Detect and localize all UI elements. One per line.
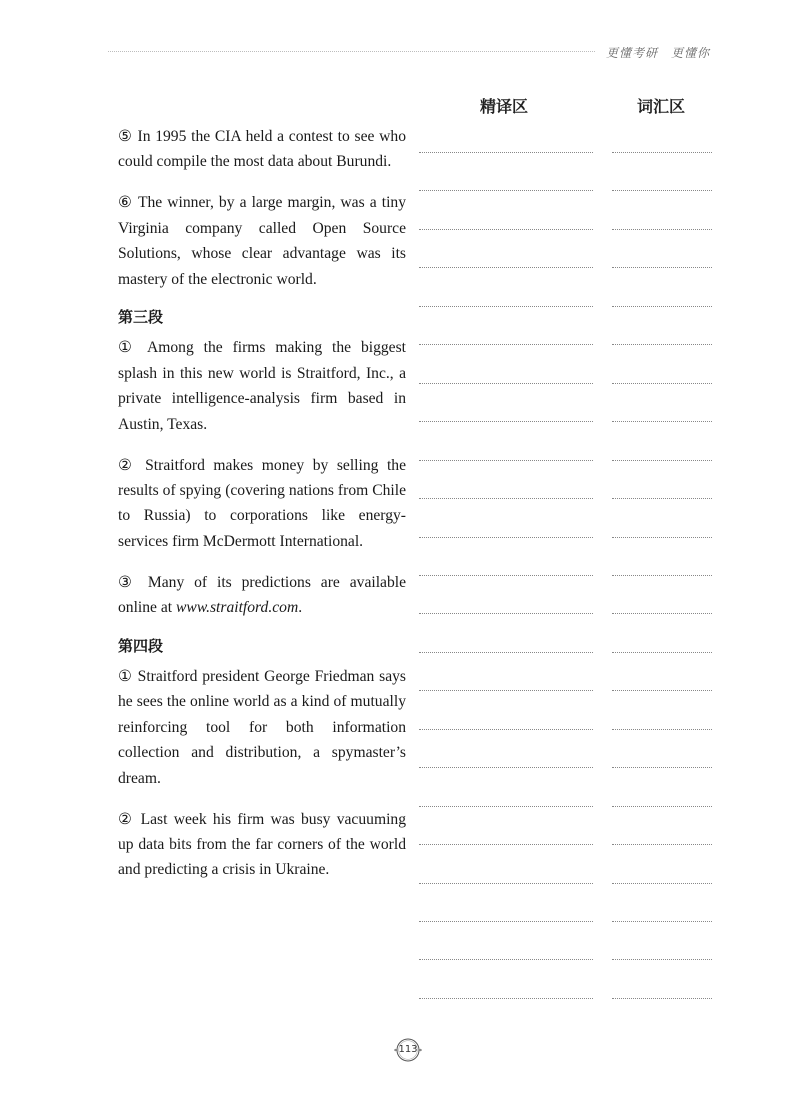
vocabulary-writing-line [612, 306, 712, 307]
translation-writing-line [419, 229, 593, 230]
translation-writing-line [419, 421, 593, 422]
translation-writing-line [419, 844, 593, 845]
vocabulary-writing-line [612, 998, 712, 999]
sentence-s4-p1: ① Straitford president George Friedman says he sees the online world as a kind of mutually reinforcing tool for both information collection and distribution, a spymaster’s dream. [118, 668, 406, 787]
section-title-paragraph-3: 第三段 [118, 308, 164, 327]
sentence-end: . [298, 599, 303, 617]
translation-writing-line [419, 383, 593, 384]
translation-column-heading: 精译区 [480, 97, 529, 116]
translation-writing-line [419, 883, 593, 884]
translation-writing-line [419, 998, 593, 999]
vocabulary-writing-line [612, 229, 712, 230]
vocabulary-writing-line [612, 690, 712, 691]
vocabulary-writing-line [612, 806, 712, 807]
vocabulary-writing-line [612, 767, 712, 768]
translation-writing-line [419, 537, 593, 538]
reading-passage [118, 124, 406, 883]
translation-writing-line [419, 767, 593, 768]
header-slogan: 更懂考研 更懂你 [605, 46, 710, 60]
vocabulary-writing-line [612, 652, 712, 653]
vocabulary-writing-line [612, 421, 712, 422]
translation-writing-line [419, 152, 593, 153]
vocabulary-writing-line [612, 844, 712, 845]
vocabulary-writing-line [612, 537, 712, 538]
vocabulary-writing-line [612, 460, 712, 461]
sentence-s3-p1: ① Among the firms making the biggest splash in this new world is Straitford, Inc., a private intelligence-analysis firm based in Austin, Texas. [118, 339, 406, 433]
translation-writing-line [419, 959, 593, 960]
sentence-s1-p5: ⑤ In 1995 the CIA held a contest to see who could compile the most data about Burundi. [118, 128, 406, 171]
translation-writing-line [419, 613, 593, 614]
translation-writing-line [419, 575, 593, 576]
translation-writing-line [419, 460, 593, 461]
translation-writing-line [419, 306, 593, 307]
vocabulary-column-heading: 词汇区 [637, 97, 686, 116]
vocabulary-writing-line [612, 498, 712, 499]
vocabulary-writing-line [612, 575, 712, 576]
sentence-s4-p2: ② Last week his firm was busy vacuuming up data bits from the far corners of the world and predicting a crisis in Ukraine. [118, 810, 406, 879]
sentence-text: ③ Many of its predictions are available online at [118, 573, 406, 617]
translation-writing-line [419, 690, 593, 691]
translation-writing-line [419, 652, 593, 653]
translation-writing-line [419, 806, 593, 807]
sentence-s3-p3 [118, 570, 406, 621]
translation-writing-line [419, 267, 593, 268]
vocabulary-writing-line [612, 344, 712, 345]
sentence-s1-p6: ⑥ The winner, by a large margin, was a tiny Virginia company called Open Source Solutions, whose clear advantage was its mastery of the electronic world. [118, 194, 406, 288]
vocabulary-writing-line [612, 883, 712, 884]
translation-writing-line [419, 498, 593, 499]
section-title-paragraph-4: 第四段 [118, 637, 164, 655]
vocabulary-writing-line [612, 383, 712, 384]
translation-writing-line [419, 190, 593, 191]
vocabulary-writing-line [612, 152, 712, 153]
translation-writing-line [419, 921, 593, 922]
vocabulary-writing-line [612, 613, 712, 614]
vocabulary-writing-line [612, 959, 712, 960]
translation-writing-line [419, 344, 593, 345]
vocabulary-writing-line [612, 729, 712, 730]
vocabulary-writing-line [612, 267, 712, 268]
vocabulary-writing-line [612, 190, 712, 191]
sentence-s3-p2: ② Straitford makes money by selling the results of spying (covering nations from Chile to Russia) to corporations like energy-services firm McDermott International. [118, 456, 406, 550]
vocabulary-writing-line [612, 921, 712, 922]
translation-writing-line [419, 729, 593, 730]
page-number-badge [393, 1037, 423, 1063]
page-number: 113 [398, 1044, 418, 1055]
header-divider [108, 51, 595, 52]
website-url: www.straitford.com [176, 599, 299, 617]
